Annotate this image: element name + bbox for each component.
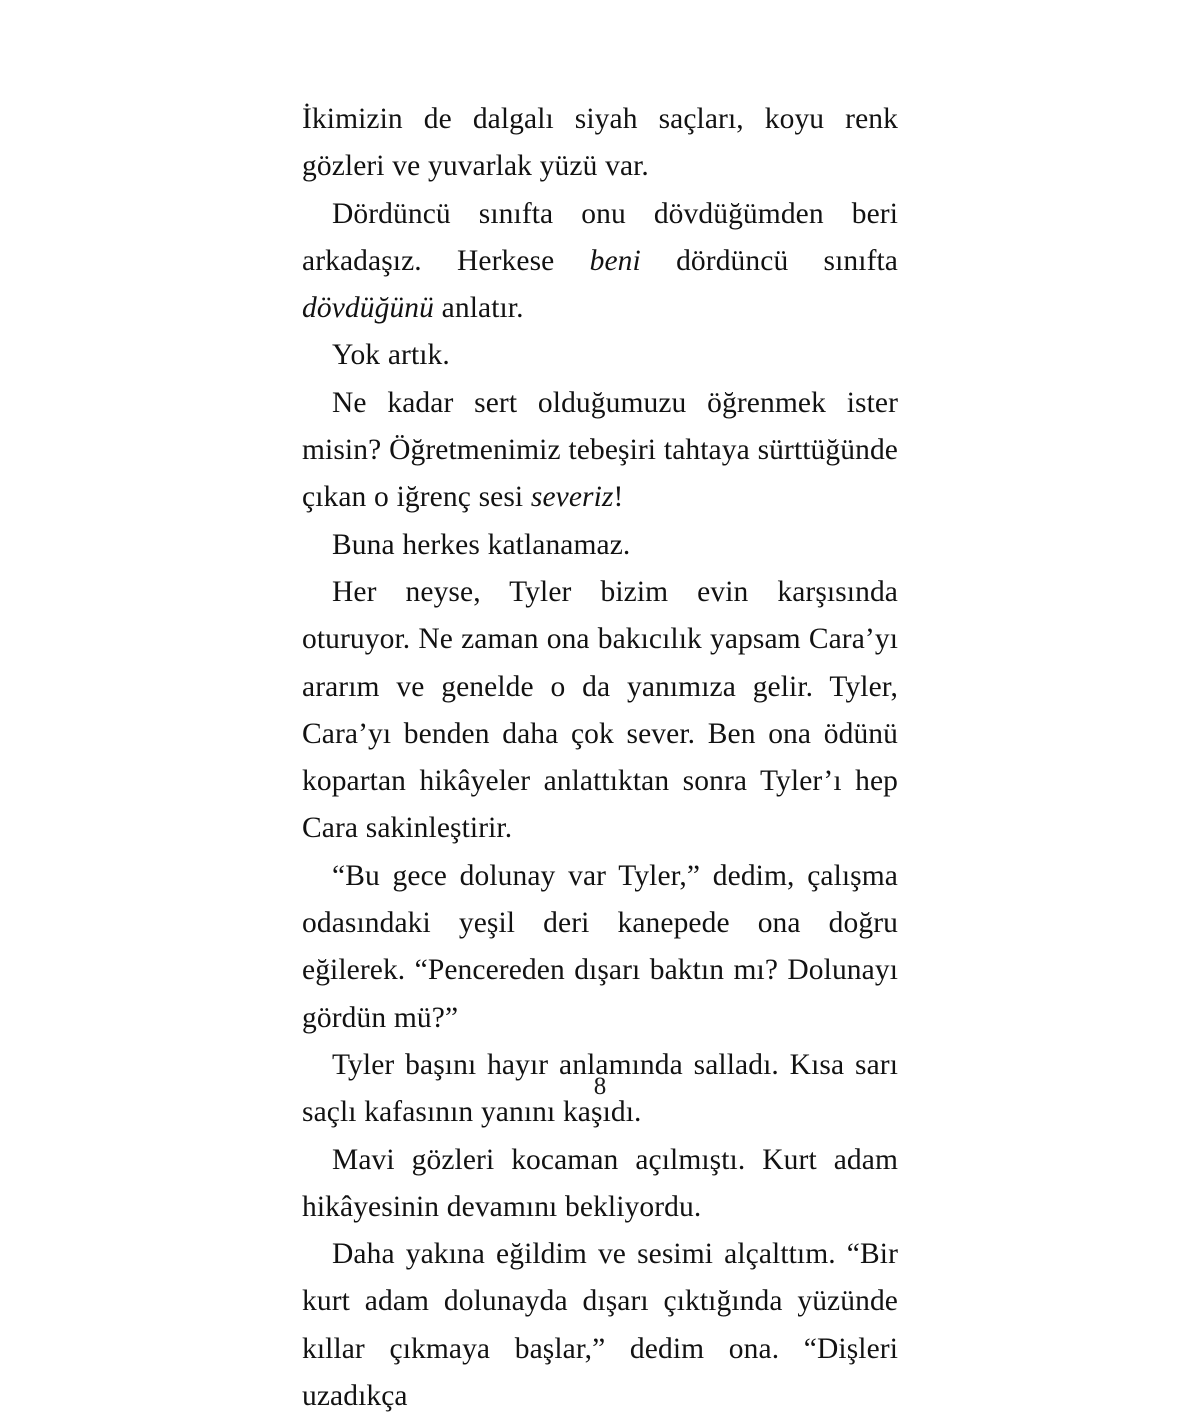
paragraph — [302, 569, 898, 853]
emphasis-text: severiz — [530, 481, 614, 514]
paragraph — [302, 380, 898, 522]
paragraph — [302, 1137, 898, 1232]
body-text: Ne kadar sert olduğumuzu öğrenmek ister misin? Öğretmenimiz tebeşiri tahtaya sürttüğünde çıkan o iğrenç sesi — [302, 386, 898, 514]
page-number: 8 — [593, 1073, 607, 1100]
body-text: Daha yakına eğildim ve sesimi alçalttım. “Bir kurt adam dolunayda dışarı çıktığında yüzünde kıllar çıkmaya başlar,” dedim ona. “Dişleri uzadıkça — [302, 1238, 898, 1413]
body-text: Her neyse, Tyler bizim evin karşısında oturuyor. Ne zaman ona bakıcılık yapsam Cara’yı ararım ve genelde o da yanımıza gelir. Tyler, Cara’yı benden daha çok sever. Ben ona ödünü kopartan hikâyeler anlattıktan sonra Tyler’ı hep Cara sakinleştirir. — [302, 575, 898, 845]
paragraph — [302, 853, 898, 1042]
paragraph — [302, 1231, 898, 1420]
body-text: “Bu gece dolunay var Tyler,” dedim, çalışma odasındaki yeşil deri kanepede ona doğru eğilerek. “Pencereden dışarı baktın mı? Dolunayı gördün mü?” — [302, 859, 898, 1034]
body-text: Dördüncü sınıfta onu dövdüğümden beri arkadaşız. Herkese — [302, 197, 898, 277]
body-text: Tyler başını hayır anlamında salladı. Kısa sarı saçlı kafasının yanını kaşıdı. — [302, 1048, 898, 1129]
body-text: Yok artık. — [332, 339, 450, 372]
body-text: İkimizin de dalgalı siyah saçları, koyu renk gözleri ve yuvarlak yüzü var. — [302, 103, 898, 183]
body-text: Buna herkes katlanamaz. — [332, 528, 631, 561]
paragraph — [302, 332, 898, 379]
body-text: Mavi gözleri kocaman açılmıştı. Kurt adam hikâyesinin devamını bekliyordu. — [302, 1143, 898, 1223]
page-text-block — [302, 96, 898, 1420]
body-text: anlatır. — [434, 292, 524, 325]
body-text: dördüncü sınıfta — [640, 244, 898, 277]
emphasis-text: dövdüğünü — [302, 292, 434, 325]
body-text: ! — [613, 481, 624, 514]
paragraph — [302, 522, 898, 569]
paragraph — [302, 191, 898, 333]
paragraph — [302, 96, 898, 191]
emphasis-text: beni — [589, 244, 641, 277]
